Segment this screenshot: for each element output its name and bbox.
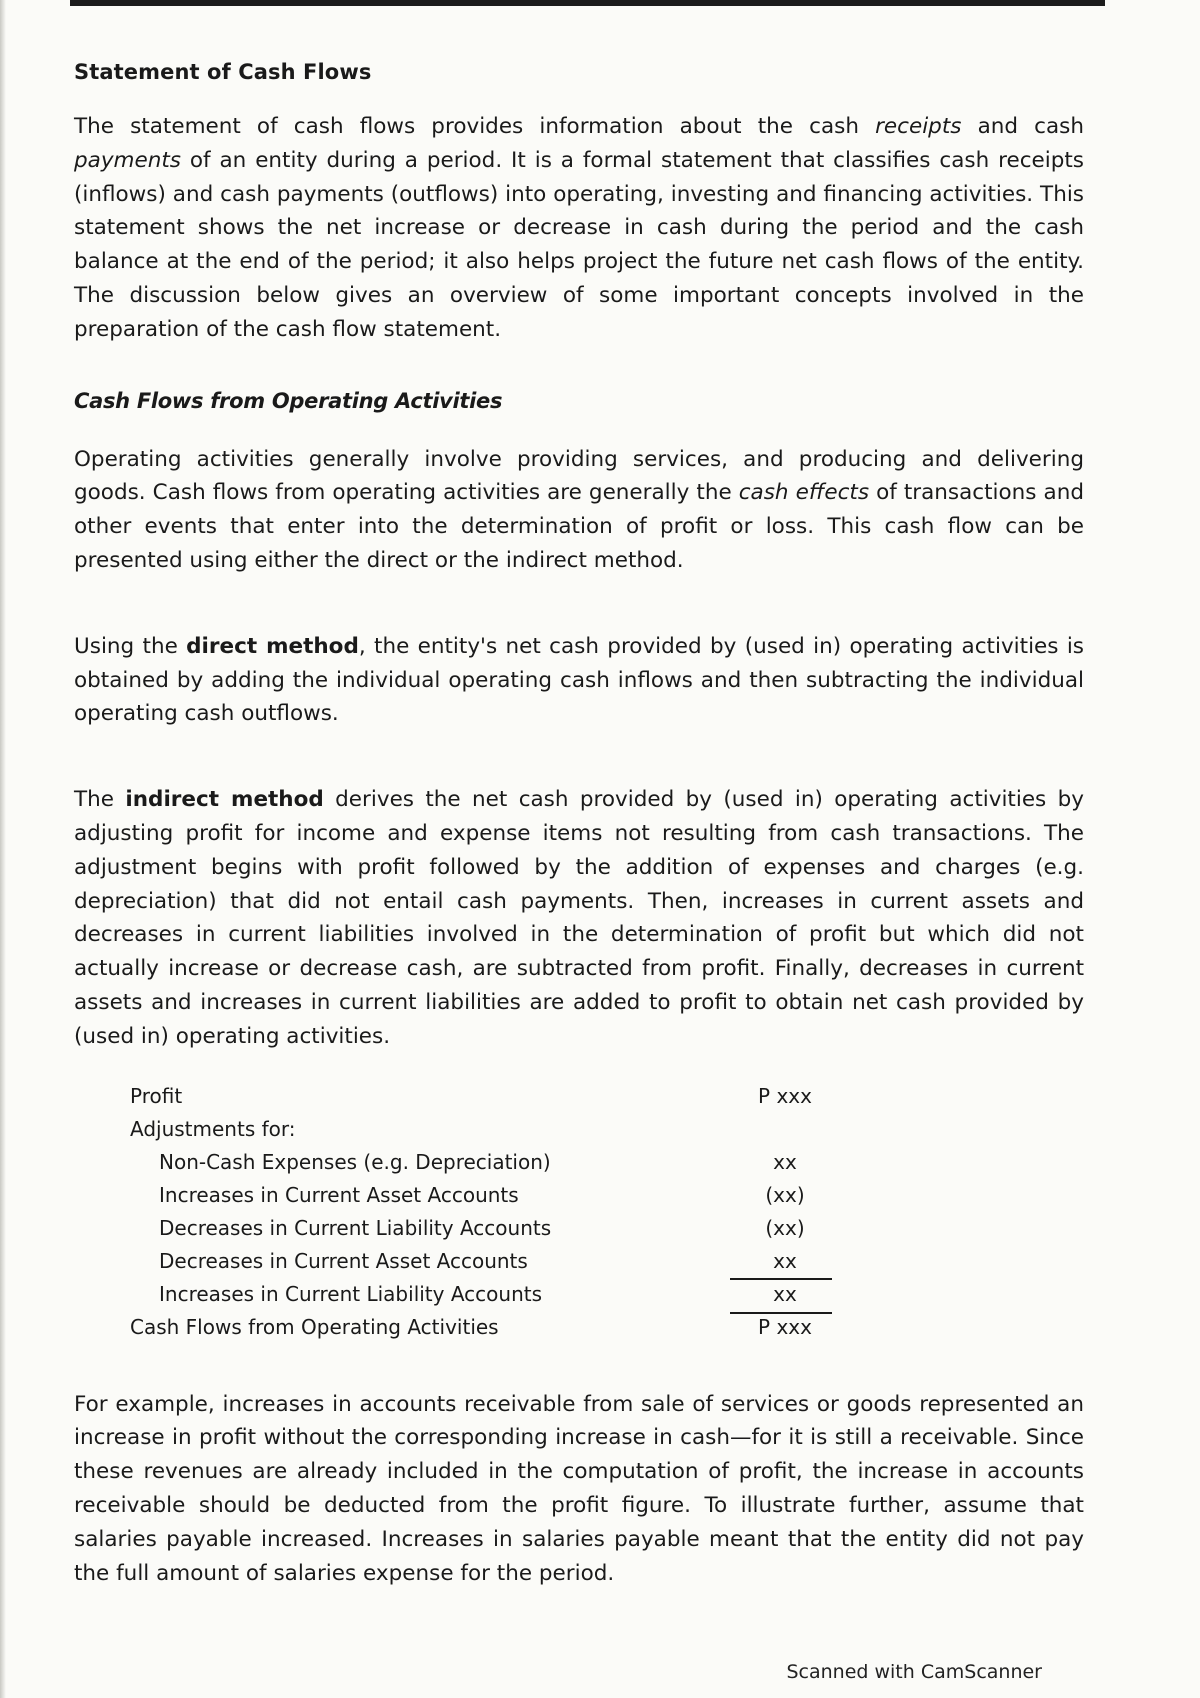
schedule-row-increase-current-assets: Increases in Current Asset Accounts (xx)	[159, 1182, 805, 1207]
schedule-row-total: Cash Flows from Operating Activities P xxx	[130, 1314, 812, 1339]
operating-paragraph: Operating activities generally involve providing services, and producing and delivering goods. Cash flows from operating activities are generally the cash effects of transactions and other events that enter into the determination of profit or loss. This cash flow can be presented using either the direct or the indirect method.	[74, 446, 1085, 573]
subtotal-rule	[730, 1278, 832, 1280]
section-heading-operating: Cash Flows from Operating Activities	[74, 388, 503, 413]
scanner-watermark: Scanned with CamScanner	[786, 1661, 1042, 1683]
schedule-row-decrease-current-liabilities: Decreases in Current Liability Accounts (xx)	[159, 1215, 805, 1240]
intro-paragraph: The statement of cash flows provides information about the cash receipts and cash payments of an entity during a period. It is a formal statement that classifies cash receipts (inflows) and cash payments (outflows) into operating, investing and financing activities. This statement shows the net increase or decrease in cash during the period and the cash balance at the end of the period; it also helps project the future net cash flows of the entity. The discussion below gives an overview of some important concepts involved in the preparation of the cash flow statement.	[74, 114, 1084, 342]
schedule-row-increase-current-liabilities: Increases in Current Liability Accounts xx	[159, 1281, 797, 1306]
direct-method-paragraph: Using the direct method, the entity's net cash provided by (used in) operating activities is obtained by adding the individual operating cash inflows and then subtracting the individual operating cash outflows.	[74, 633, 1084, 727]
indirect-method-paragraph: The indirect method derives the net cash provided by (used in) operating activities by adjusting profit for income and expense items not resulting from cash transactions. The adjustment begins with profit followed by the addition of expenses and charges (e.g. depreciation) that did not entail cash payments. Then, increases in current assets and decreases in current liabilities involved in the determination of profit but which did not actually increase or decrease cash, are subtracted from profit. Finally, decreases in current assets and increases in current liabilities are added to profit to obtain net cash provided by (used in) operating activities.	[74, 787, 1084, 1049]
example-paragraph: For example, increases in accounts receivable from sale of services or goods represented an increase in profit without the corresponding increase in cash—for it is still a receivable. Since these revenues are already included in the computation of profit, the increase in accounts receivable should be deducted from the profit figure. To illustrate further, assume that salaries payable increased. Increases in salaries payable meant that the entity did not pay the full amount of salaries expense for the period.	[74, 1391, 1084, 1586]
top-border-line	[70, 0, 1105, 6]
schedule-row-decrease-current-assets: Decreases in Current Asset Accounts xx	[159, 1248, 797, 1273]
schedule-row-profit: Profit P xxx	[130, 1083, 812, 1108]
schedule-row-noncash-expenses: Non-Cash Expenses (e.g. Depreciation) xx	[159, 1149, 797, 1174]
operating-cash-flow-schedule	[130, 1080, 890, 1344]
page-edge-shadow	[0, 0, 6, 1698]
total-rule	[730, 1312, 832, 1314]
schedule-row-adjustments-header: Adjustments for:	[130, 1116, 296, 1141]
document-title: Statement of Cash Flows	[74, 60, 372, 84]
document-page	[74, 56, 1084, 1590]
